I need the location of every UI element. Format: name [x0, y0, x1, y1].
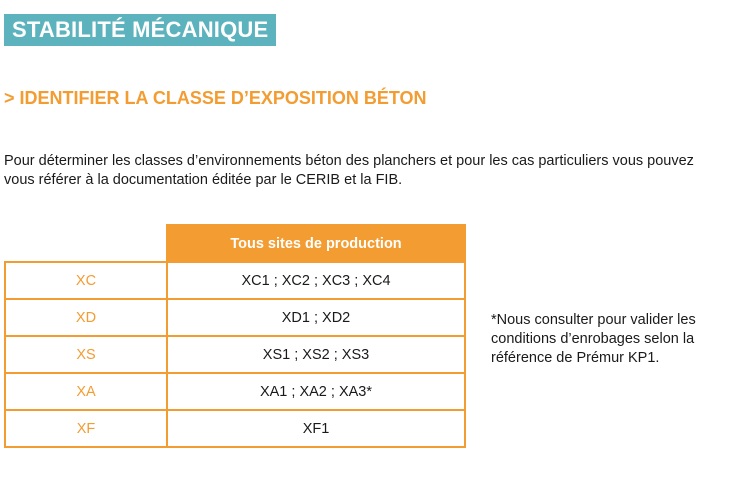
section-banner: STABILITÉ MÉCANIQUE [4, 14, 276, 46]
section-heading: > IDENTIFIER LA CLASSE D’EXPOSITION BÉTON [4, 88, 427, 108]
table-corner-cell [5, 225, 167, 262]
exposure-value-cell: XC1 ; XC2 ; XC3 ; XC4 [167, 262, 465, 299]
table-row [5, 299, 465, 336]
table-row [5, 410, 465, 447]
exposure-class-cell: XD [5, 299, 167, 336]
exposure-class-cell: XS [5, 336, 167, 373]
exposure-value-cell: XS1 ; XS2 ; XS3 [167, 336, 465, 373]
exposure-value-cell: XD1 ; XD2 [167, 299, 465, 336]
exposure-class-cell: XF [5, 410, 167, 447]
exposure-value-cell: XF1 [167, 410, 465, 447]
exposure-class-table [4, 224, 466, 448]
exposure-class-cell: XA [5, 373, 167, 410]
intro-paragraph: Pour déterminer les classes d’environnements béton des planchers et pour les cas particuliers vous pouvez vous référer à la documentation éditée par le CERIB et la FIB. [4, 153, 694, 188]
table-header-row [5, 225, 465, 262]
exposure-class-cell: XC [5, 262, 167, 299]
footnote: *Nous consulter pour valider les conditions d’enrobages selon la référence de Prémur KP1. [491, 312, 696, 366]
table-row [5, 262, 465, 299]
table-column-header: Tous sites de production [167, 225, 465, 262]
exposure-value-cell: XA1 ; XA2 ; XA3* [167, 373, 465, 410]
table-row [5, 336, 465, 373]
table-row [5, 373, 465, 410]
